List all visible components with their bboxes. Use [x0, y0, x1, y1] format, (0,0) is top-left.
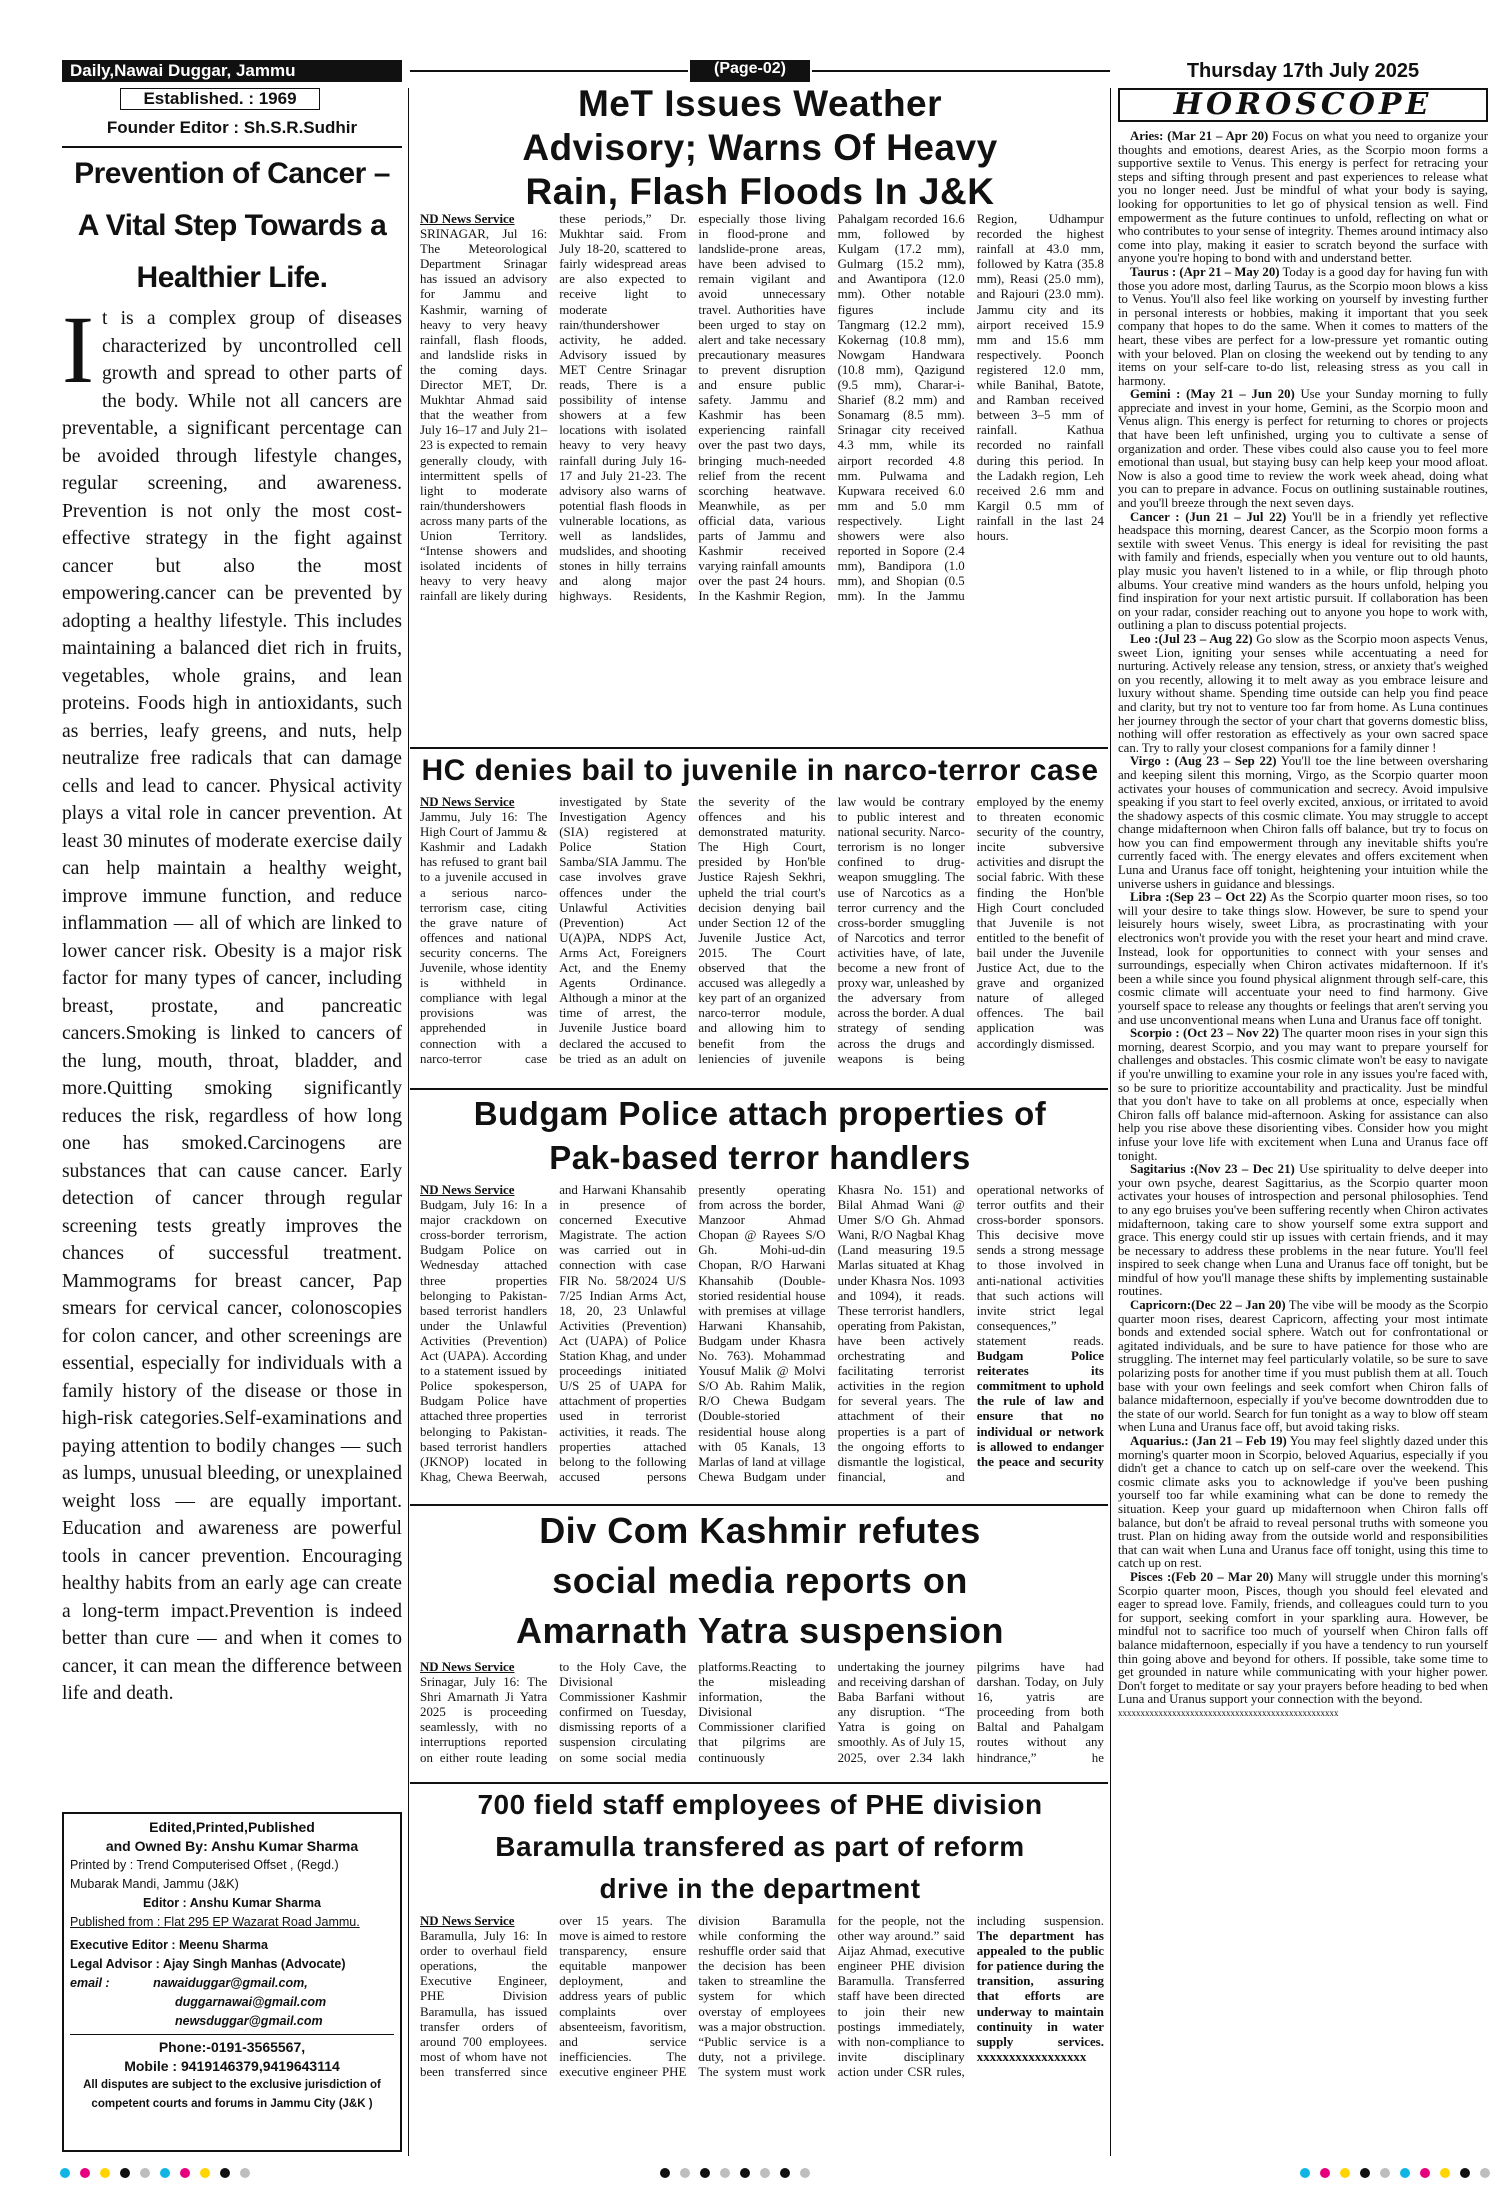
imprint-line: Printed by : Trend Computerised Offset , (Regd.): [70, 1858, 339, 1872]
phe-closing: The department has appealed to the public for patience during the transition, assuring that efforts are underway to maintain continuity in water supply services.: [976, 1929, 1104, 2049]
byline: ND News Service: [420, 795, 515, 809]
page-number: (Page-02): [690, 60, 810, 82]
cancer-body: t is a complex group of diseases characterized by uncontrolled cell growth and spread to other parts of the body. While not all cancers are preventable, a significant percentage can be avoided through lifestyle changes, regular screening, and awareness. Prevention is not only the most cost-effective strategy in the fight against cancer but also the most empowering.cancer can be prevented by adopting a healthy lifestyle. This includes maintaining a balanced diet rich in fruits, vegetables, whole grains, and lean proteins. Foods high in antioxidants, such as berries, leafy greens, and nuts, help neutralize free radicals that can damage cells and lead to cancer. Physical activity plays a vital role in cancer prevention. At least 30 minutes of moderate exercise daily can help maintain a healthy weight, improve immune function, and reduce inflammation — all of which are linked to lower cancer risk. Obesity is a major risk factor for many types of cancer, including breast, prostate, and pancreatic cancers.Smoking is linked to cancers of the lung, mouth, throat, bladder, and more.Quitting smoking significantly reduces the risk, regardless of how long one has smoked.Carcinogens are substances that can cause cancer. Early detection of cancer through regular screening tests greatly improves the chances of successful treatment. Mammograms for breast cancer, Pap smears for cervical cancer, colonoscopies for colon cancer, and other screenings are essential, especially for individuals with a family history of the disease or those in high-risk categories.Self-examinations and paying attention to bodily changes — such as lumps, unusual bleeding, or unexplained weight loss — are equally important. Education and awareness are powerful tools in cancer prevention. Encouraging healthy habits from an early age can create a long-term impact.Prevention is indeed better than cure — and when it comes to cancer, it can mean the difference between life and death.: [62, 308, 402, 1704]
divcom-headline-line: Amarnath Yatra suspension: [516, 1610, 1004, 1651]
imprint-line: Legal Advisor : Ajay Singh Manhas (Advocate): [70, 1957, 346, 1971]
divcom-headline-line: social media reports on: [552, 1560, 968, 1601]
phe-headline: [415, 1784, 1105, 1910]
phe-headline-line: drive in the department: [599, 1873, 921, 1904]
budgam-headline-line: Pak-based terror handlers: [549, 1139, 971, 1176]
horoscope-sign: Aries: (Mar 21 – Apr 20): [1130, 130, 1269, 143]
cancer-title-line-1: Prevention of Cancer –: [74, 157, 390, 190]
horoscope-text: Use spirituality to delve deeper into your own psyche, dearest Sagittarius, as the Scorpio quarter moon activates your houses of introspection and personal philosophies. Tend to any ego bruises you've been suffering recently when Chiron activates midafternoon, taking care to show yourself some extra support and grace. This energy could stir up issues with certain friends, and it may be necessary to address these problems in the near future. You'll feel inspired to seek change when Luna and Uranus face off tonight, but be mindful of how you'll manage these shifts by implementing sustainable routines.: [1118, 1162, 1488, 1299]
horoscope-text: Many will struggle under this morning's Scorpio quarter moon, Pisces, though you should feel elevated and eager to spread love. Family, friends, and colleagues could turn to you for support, seeking comfort in your sparkling aura. However, be mindful not to sacrifice too much of yourself when Chiron falls off balance midafternoon, especially if you have a tendency to run yourself thin going above and beyond for others. If possible, take some time to get grounded in nature while communicating with your higher power. Don't forget to meditate or say your prayers before heading to bed when Luna and Uranus support your connection with the beyond.: [1118, 1569, 1488, 1707]
registration-dot: [160, 2168, 170, 2178]
divcom-headline-line: Div Com Kashmir refutes: [539, 1510, 981, 1551]
imprint-line: Edited,Printed,Published: [149, 1819, 315, 1835]
email-address[interactable]: newsduggar@gmail.com: [175, 2014, 323, 2028]
founder-editor: Founder Editor : Sh.S.R.Sudhir: [106, 118, 358, 137]
met-headline-line: Advisory; Warns Of Heavy: [522, 127, 998, 168]
imprint-line: and Owned By: Anshu Kumar Sharma: [105, 1838, 359, 1854]
cancer-article: [62, 305, 402, 1805]
registration-dot: [1480, 2168, 1490, 2178]
horoscope-sign: Taurus : (Apr 21 – May 20): [1130, 264, 1280, 279]
horoscope-sign: Scorpio : (Oct 23 – Nov 22): [1130, 1026, 1280, 1041]
registration-dot: [1320, 2168, 1330, 2178]
issue-date: Thursday 17th July 2025: [1186, 60, 1420, 82]
column-divider: [408, 88, 409, 2156]
byline: ND News Service: [420, 1660, 515, 1674]
met-headline: [415, 82, 1105, 214]
horoscope-entry: [1118, 1299, 1488, 1435]
registration-marks-right: [1300, 2168, 1490, 2178]
horoscope-sign: Capricorn:(Dec 22 – Jan 20): [1130, 1298, 1286, 1313]
registration-marks-left: [60, 2168, 250, 2178]
met-article: [420, 212, 1104, 742]
registration-dot: [1440, 2168, 1450, 2178]
jurisdiction-line: competent courts and forums in Jammu City (J&K ): [91, 2098, 373, 2110]
imprint-line: Mubarak Mandi, Jammu (J&K): [70, 1877, 239, 1891]
horoscope-entry: [1118, 1027, 1488, 1163]
horoscope-title: HOROSCOPE: [1173, 87, 1433, 122]
budgam-article: [420, 1183, 1104, 1499]
horoscope-entry: [1118, 266, 1488, 388]
horoscope-sign: Leo :(Jul 23 – Aug 22): [1130, 631, 1253, 646]
horoscope-sign: Sagitarius :(Nov 23 – Dec 21): [1130, 1162, 1295, 1177]
divcom-article: [420, 1660, 1104, 1780]
registration-dot: [720, 2168, 730, 2178]
horoscope-entry: [1118, 1571, 1488, 1707]
registration-dot: [700, 2168, 710, 2178]
registration-dot: [1420, 2168, 1430, 2178]
horoscope-text: The vibe will be moody as the Scorpio quarter moon rises, dearest Capricorn, affecting your most intimate bonds and extended social sphere. Watch out for confrontational or agitated individuals, and be sure to have patience for those who are struggling. The internet may feel particularly volatile, so be sure to save polarizing posts for another time if you must publish them at all. Touch base with your own feelings and seek comfort when Chiron falls of balance midafternoon, especially if you've become downtrodden due to the state of our world. Search for fun tonight as a way to blow off steam when Luna and Uranus face off, but avoid taking risks.: [1118, 1298, 1488, 1435]
phe-headline-line: 700 field staff employees of PHE division: [477, 1789, 1043, 1820]
cancer-title-line-3: Healthier Life.: [136, 261, 328, 294]
registration-dot: [680, 2168, 690, 2178]
horoscope-body: [1118, 130, 1488, 2155]
horoscope-text: Use your Sunday morning to fully appreciate and invest in your home, Gemini, as the Scorpio moon and Venus align. This energy is perfect for returning to chores or projects that have been left unfinished, urging you to cultivate a sense of organization and order. These vibes could also cause you to feel more emotional than usual, but staying busy can help keep your mood afloat. Now is also a good time to review the work week ahead, doing what you can to prepare in advance. Focus on outlining sustainable routines, and you'll breeze through the next seven days.: [1118, 387, 1488, 511]
registration-dot: [200, 2168, 210, 2178]
divcom-headline: [415, 1506, 1105, 1656]
byline: ND News Service: [420, 1914, 515, 1928]
horoscope-title-box: [1118, 88, 1488, 122]
horoscope-sign: Gemini : (May 21 – Jun 20): [1130, 387, 1295, 402]
registration-dot: [760, 2168, 770, 2178]
horoscope-text: You'll be in a friendly yet reflective headspace this morning, dearest Cancer, as the Scorpio moon forms a sextile with sweet Venus. This energy is ideal for revisiting the past with family and friends, especially when you venture out to old haunts, play music you haven't listened to in a while, or flip through photo albums. Your creative mind wanders as the hours unfold, helping you find inspiration for your next artistic pursuit. If collaboration has been on your radar, consider reaching out to anyone you hope to work with, outlining a plan to discuss potential projects.: [1118, 509, 1488, 633]
registration-dot: [1460, 2168, 1470, 2178]
top-rule-right: [812, 70, 1110, 72]
registration-dot: [740, 2168, 750, 2178]
byline: ND News Service: [420, 212, 515, 226]
email-label: email :: [70, 1976, 110, 1990]
imprint-rule: [70, 2034, 394, 2035]
horoscope-entry: [1118, 511, 1488, 633]
hc-article: [420, 795, 1104, 1083]
phe-headline-line: Baramulla transfered as part of reform: [495, 1831, 1025, 1862]
horoscope-sign: Aquarius.: (Jan 21 – Feb 19): [1130, 1434, 1287, 1448]
budgam-body: Budgam, July 16: In a major crackdown on cross-border terrorism, Budgam Police on Wednesday attached three properties belonging to Pakistan-based terrorist handlers under the Unlawful Activities (Prevention) Act (UAPA). According to a statement issued by Police spokesperson, Budgam Police have attached three properties belonging to Pakistan-based terrorist handlers (JKNOP) located in Khag, Chewa Beerwah, and Harwani Khansahib in presence of concerned Executive Magistrate. The action was carried out in connection with case FIR No. 58/2024 U/S 7/25 Indian Arms Act, 18, 20, 23 Unlawful Activities (Prevention) Act (UAPA) of Police Station Khag, and under proceedings initiated U/S 25 of UAPA for attachment of properties used in terrorist activities, it reads. The properties attached belong to the following accused persons presently operating from across the border, Manzoor Ahmad Chopan @ Rayees S/O Gh. Mohi-ud-din Chopan, R/O Harwani Khansahib (Double-storied residential house with premises at village Harwani Khansahib, Budgam under Khasra No. 763). Mohammad Yousuf Malik @ Molvi S/O Ab. Rahim Malik, R/O Chewa Budgam (Double-storied residential house along with 05 Kanals, 13 Marlas of land at village Chewa Budgam under Khasra No. 151) and Bilal Ahmad Wani @ Umer S/O Gh. Ahmad Wani, R/O Nagbal Khag (Land measuring 19.5 Marlas situated at Khag under Khasra Nos. 1093 and 1094), it reads. These terrorist handlers, operating from Pakistan, have been actively orchestrating and facilitating terrorist activities in the region for several years. The attachment of their properties is a part of the ongoing efforts to dismantle the logistical, financial, and operational networks of terror outfits and their cross-border sponsors. This decisive move sends a strong message to those involved in anti-national activities that such actions will invite strict legal consequences,” statement reads.: [420, 1183, 1104, 1484]
registration-dot: [1300, 2168, 1310, 2178]
registration-dot: [660, 2168, 670, 2178]
met-headline-line: MeT Issues Weather: [577, 83, 943, 124]
registration-dot: [140, 2168, 150, 2178]
phe-article: [420, 1914, 1104, 2152]
registration-dot: [1340, 2168, 1350, 2178]
registration-dot: [120, 2168, 130, 2178]
imprint-line: Published from : Flat 295 EP Wazarat Road Jammu.: [70, 1915, 360, 1929]
budgam-headline: [415, 1092, 1105, 1180]
registration-dot: [180, 2168, 190, 2178]
horoscope-text: As the Scorpio quarter moon rises, so too will your desire to take things slow. However, be sure to spend your leisurely hours wisely, sweet Libra, as procrastinating with your electronics won't provide you with the reset your heart and mind crave. Instead, look for opportunities to connect with your senses and surroundings, especially when Chiron activates midafternoon. If it's been a while since you found physical alignment through self-care, this cosmic climate will accentuate your need to find harmony. Give yourself space to release any thoughts or feelings that aren't serving you and use unconventional means when Luna and Uranus face off tonight.: [1118, 890, 1488, 1027]
horoscope-entry: [1118, 388, 1488, 510]
hc-body: Jammu, July 16: The High Court of Jammu & Kashmir and Ladakh has refused to grant bail to a juvenile accused in a serious narco-terrorism case, citing the grave nature of offences and national security concerns. The Juvenile, whose identity is withheld in compliance with legal provisions was apprehended in connection with a narco-terror case investigated by State Investigation Agency (SIA) registered at Police Station Samba/SIA Jammu. The case involves grave offences under the Unlawful Activities (Prevention) Act U(A)PA, NDPS Act, Arms Act, Foreigners Act, and the Enemy Agents Ordinance. Although a minor at the time of arrest, the Juvenile Justice board declared the accused to be tried as an adult on the severity of the offences and his demonstrated maturity. The High Court, presided by Hon'ble Justice Rajesh Sekhri, upheld the trial court's decision denying bail under Section 12 of the Juvenile Justice Act, 2015. The Court observed that the accused was allegedly a key part of an organized narco-terror module, and allowing him to benefit from the leniencies of juvenile law would be contrary to public interest and national security. Narco-terrorism is no longer confined to drug-weapon smuggling. The use of Narcotics as a terror currency and the cross-border smuggling of Narcotics and terror activities have, of late, become a new front of proxy war, unleashed by the adversary from across the border. A dual strategy of sending across the drugs and weapons is being employed by the enemy to threaten economic security of the country, incite subversive activities and disrupt the social fabric. With these finding the Hon'ble High Court concluded that Juvenile is not entitled to the benefit of bail under the Juvenile Justice Act, due to the grave and organized nature of alleged offences. The bail application was accordingly dismissed.: [420, 795, 1104, 1066]
registration-dot: [800, 2168, 810, 2178]
budgam-closing: Budgam Police reiterates its commitment to uphold the rule of law and ensure that no individual or network is allowed to endanger the peace and security: [976, 1349, 1104, 1469]
top-rule-left: [410, 70, 688, 72]
email-address[interactable]: nawaiduggar@gmail.com,: [153, 1976, 308, 1990]
column-divider: [1110, 88, 1111, 2156]
registration-dot: [1400, 2168, 1410, 2178]
registration-dot: [240, 2168, 250, 2178]
hc-headline: HC denies bail to juvenile in narco-terror case: [421, 754, 1099, 787]
budgam-headline-line: Budgam Police attach properties of: [473, 1095, 1047, 1132]
horoscope-sign: Pisces :(Feb 20 – Mar 20): [1130, 1569, 1274, 1584]
email-address[interactable]: duggarnawai@gmail.com: [175, 1995, 327, 2009]
horoscope-text: The quarter moon rises in your sign this morning, dearest Scorpio, and you may want to prepare yourself for challenges and obstacles. This cosmic climate won't be easy to navigate if you're unwilling to examine your role in any issues you're faced with, so be sure to prioritize accountability and practicality. Just be mindful that you don't have to take on all problems at once, especially when Chiron falls off balance mid-afternoon. Asking for assistance can also help you rise above these disorienting vibes. Consider how you might infuse your love life with excitement when Luna and Uranus face off tonight.: [1118, 1026, 1488, 1163]
horoscope-text: You may feel slightly dazed under this morning's quarter moon in Scorpio, beloved Aquarius, especially if you didn't get a chance to catch up on self-care over the weekend. This cosmic climate asks you to acknowledge if you've been pushing yourself too far while examining what can be done to remedy the situation. Keep your guard up midafternoon when Chiron falls off balance, but don't be afraid to reveal personal truths with someone you trust. Plan on hiding away from the outside world and responsibilities that can wait when Luna and Uranus face off tonight, using this time to catch up on rest.: [1118, 1434, 1488, 1571]
horoscope-text: Focus on what you need to organize your thoughts and emotions, dearest Aries, as the Scorpio moon forms a supportive sextile to Venus. This energy is perfect for retracing your steps and sifting through present and past experiences to release what you no longer need. Just be mindful of what your body is saying, looking for opportunities to let go of physical tension as well. Find empowerment as the future continues to unfold, reflecting on what or who contributes to your sense of integrity. Themes around intimacy also come into play, making it easier to scratch beyond the surface with anyone you're hoping to bond with and understand better.: [1118, 130, 1488, 266]
met-headline-line: Rain, Flash Floods In J&K: [525, 171, 995, 212]
horoscope-sign: Libra :(Sep 23 – Oct 22): [1130, 890, 1267, 905]
horoscope-entry: [1118, 755, 1488, 891]
registration-marks-center: [660, 2168, 810, 2178]
divcom-body: Srinagar, July 16: The Shri Amarnath Ji Yatra 2025 is proceeding seamlessly, with no interruptions reported on either route leading to the Holy Cave, the Divisional Commissioner Kashmir confirmed on Tuesday, dismissing reports of a suspension circulating on some social media platforms.Reacting to the misleading information, the Divisional Commissioner clarified that pilgrims are continuously undertaking the journey and receiving darshan of Baba Barfani without any disruption. “The Yatra is going on smoothly. As of July 15, 2025, over 2.34 lakh pilgrims have had darshan. Today, on July 16, yatris are proceeding from both Baltal and Pahalgam routes without any hindrance,” he: [420, 1660, 1104, 1765]
imprint-box: [62, 1812, 402, 2152]
mobile-line: Mobile : 9419146379,9419643114: [124, 2058, 340, 2074]
registration-dot: [220, 2168, 230, 2178]
horoscope-entry: [1118, 130, 1488, 266]
registration-dot: [1380, 2168, 1390, 2178]
registration-dot: [780, 2168, 790, 2178]
drop-cap: I: [62, 305, 94, 403]
cancer-title: [62, 148, 402, 304]
registration-dot: [60, 2168, 70, 2178]
horoscope-entry: [1118, 633, 1488, 755]
horoscope-sign: Cancer : (Jun 21 – Jul 22): [1130, 509, 1287, 524]
met-body: SRINAGAR, Jul 16: The Meteorological Department Srinagar has issued an advisory for Jammu and Kashmir, warning of heavy to very heavy rainfall, flash floods, and landslide risks in the coming days. Director MET, Dr. Mukhtar Ahmad said that the weather from July 16–17 and July 21–23 is expected to remain generally cloudy, with intermittent spells of light to moderate rain/thundershowers across many parts of the Union Territory. “Intense showers and isolated incidents of heavy to very heavy rainfall are likely during these periods,” Dr. Mukhtar said. From July 18-20, scattered to fairly widespread areas are also expected to receive light to moderate rain/thundershower activity, he added. Advisory issued by MET Centre Srinagar reads, There is a possibility of intense showers at a few locations with isolated heavy to very heavy rainfall during July 16-17 and July 21-23. The advisory also warns of potential flash floods in vulnerable locations, as well as landslides, mudslides, and shooting stones in hilly terrains and along major highways. Residents, especially those living in flood-prone and landslide-prone areas, have been advised to remain vigilant and avoid unnecessary travel. Authorities have been urged to stay on alert and take necessary precautionary measures to prevent disruption and ensure public safety. Jammu and Kashmir has been experiencing rainfall over the past two days, bringing much-needed relief from the recent scorching heatwave. Meanwhile, as per official data, various parts of Jammu and Kashmir received varying rainfall amounts over the past 24 hours. In the Kashmir Region, Pahalgam recorded 16.6 mm, followed by Kulgam (17.2 mm), Gulmarg (15.2 mm), and Awantipora (12.0 mm). Other notable figures include Tangmarg (12.2 mm), Kokernag (10.8 mm), Nowgam Handwara (10.8 mm), Qazigund (9.5 mm), Charar-i-Sharief (8.2 mm) and Sonamarg (8.5 mm). Srinagar city received 4.3 mm, while its airport recorded 4.8 mm. Pulwama and Kupwara received 6.0 mm and 5.0 mm respectively. Light showers were also reported in Sopore (2.4 mm), Bandipora (1.0 mm), and Shopian (0.5 mm). In the Jammu Region, Udhampur recorded the highest rainfall at 43.0 mm, followed by Katra (35.8 mm), Reasi (25.0 mm), and Rajouri (23.0 mm). Jammu city and its airport received 15.9 mm and 15.6 mm respectively. Poonch registered 12.0 mm, while Banihal, Batote, and Ramban received between 3–5 mm of rainfall. Kathua recorded no rainfall during this period. In the Ladakh region, Leh received 2.6 mm and Kargil 0.5 mm of rainfall in the last 24 hours.: [420, 212, 1104, 604]
horoscope-text: Go slow as the Scorpio moon aspects Venus, sweet Lion, igniting your senses while accentuating a need for nurturing. Actively release any tension, stress, or anxiety that's weighed on you recently, allowing it to melt away as you embrace leisure and luxury without shame. Spending time outside can help you find peace and clarity, but try not to venture too far from home. As Luna continues her journey through the sector of your chart that governs domestic bliss, nothing will offer restoration as effectively as your own sacred space can. Try to rally your closest companions for a family dinner !: [1118, 631, 1488, 755]
imprint-line: Executive Editor : Meenu Sharma: [70, 1938, 268, 1952]
registration-dot: [100, 2168, 110, 2178]
section-rule: [410, 1088, 1108, 1090]
horoscope-entry: [1118, 1163, 1488, 1299]
phone-line: Phone:-0191-3565567,: [158, 2039, 306, 2055]
byline: ND News Service: [420, 1183, 515, 1197]
section-rule: [410, 747, 1108, 749]
established-label: Established. : 1969: [120, 88, 320, 110]
horoscope-sign: Virgo : (Aug 23 – Sep 22): [1130, 754, 1277, 769]
imprint-line: Editor : Anshu Kumar Sharma: [142, 1896, 322, 1910]
cancer-title-line-2: A Vital Step Towards a: [77, 209, 387, 242]
jurisdiction-line: All disputes are subject to the exclusive jurisdiction of: [83, 2079, 381, 2091]
paper-name: Daily,Nawai Duggar, Jammu: [62, 60, 402, 82]
horoscope-entry: [1118, 891, 1488, 1027]
horoscope-text: You'll toe the line between oversharing and keeping silent this morning, Virgo, as the Scorpio quarter moon activates your houses of communication and secrecy. Avoid impulsive speaking if you start to feel overly excited, anxious, or irritated to avoid the shadowy aspects of this cosmic climate. You may struggle to accept change midafternoon when Chiron falls off balance, but try to focus on how you can find empowerment through any inevitable shifts you're currently faced with. The energy elevates and offers excitement when Luna and Uranus face off tonight, heightening your intuition while the universe ushers in guidance and blessings.: [1118, 754, 1488, 891]
phe-body: Baramulla, July 16: In order to overhaul field operations, the Executive Engineer, PHE Division Baramulla, has issued transfer orders of around 700 employees. most of whom have not been transferred since over 15 years. The move is aimed to restore transparency, ensure equitable manpower deployment, and address years of public complaints over absenteeism, favoritism, and service inefficiencies. The executive engineer PHE division Baramulla while conforming the reshuffle order said that the decision has been taken to streamline the system for which overstay of employees was a major obstruction. “Public service is a duty, not a privilege. The system must work for the people, not the other way around.” said Aijaz Ahmad, executive engineer PHE division Baramulla. Transferred staff have been directed to join their new postings immediately, with non-compliance to invite disciplinary action under CSR rules, including suspension.: [420, 1914, 1104, 2079]
horoscope-entry: [1118, 1435, 1488, 1571]
horoscope-end-mark: xxxxxxxxxxxxxxxxxxxxxxxxxxxxxxxxxxxxxxxxxxxxxxxxx: [1118, 1707, 1339, 1718]
registration-dot: [80, 2168, 90, 2178]
registration-dot: [1360, 2168, 1370, 2178]
phe-end-mark: xxxxxxxxxxxxxxxxx: [976, 2049, 1087, 2064]
horoscope-text: Today is a good day for having fun with those you adore most, darling Taurus, as the Scorpio moon blows a kiss to Venus. You'll also feel like working on yourself by investing further in personal interests or hobbies, making it important that you seek company that hopes to do the same. When it comes to matters of the heart, these vibes are perfect for a low-pressure yet romantic outing with your beloved. Plan on closing the weekend out by tending to any items on your self-care to-do list, releasing stress as you call in harmony.: [1118, 264, 1488, 388]
